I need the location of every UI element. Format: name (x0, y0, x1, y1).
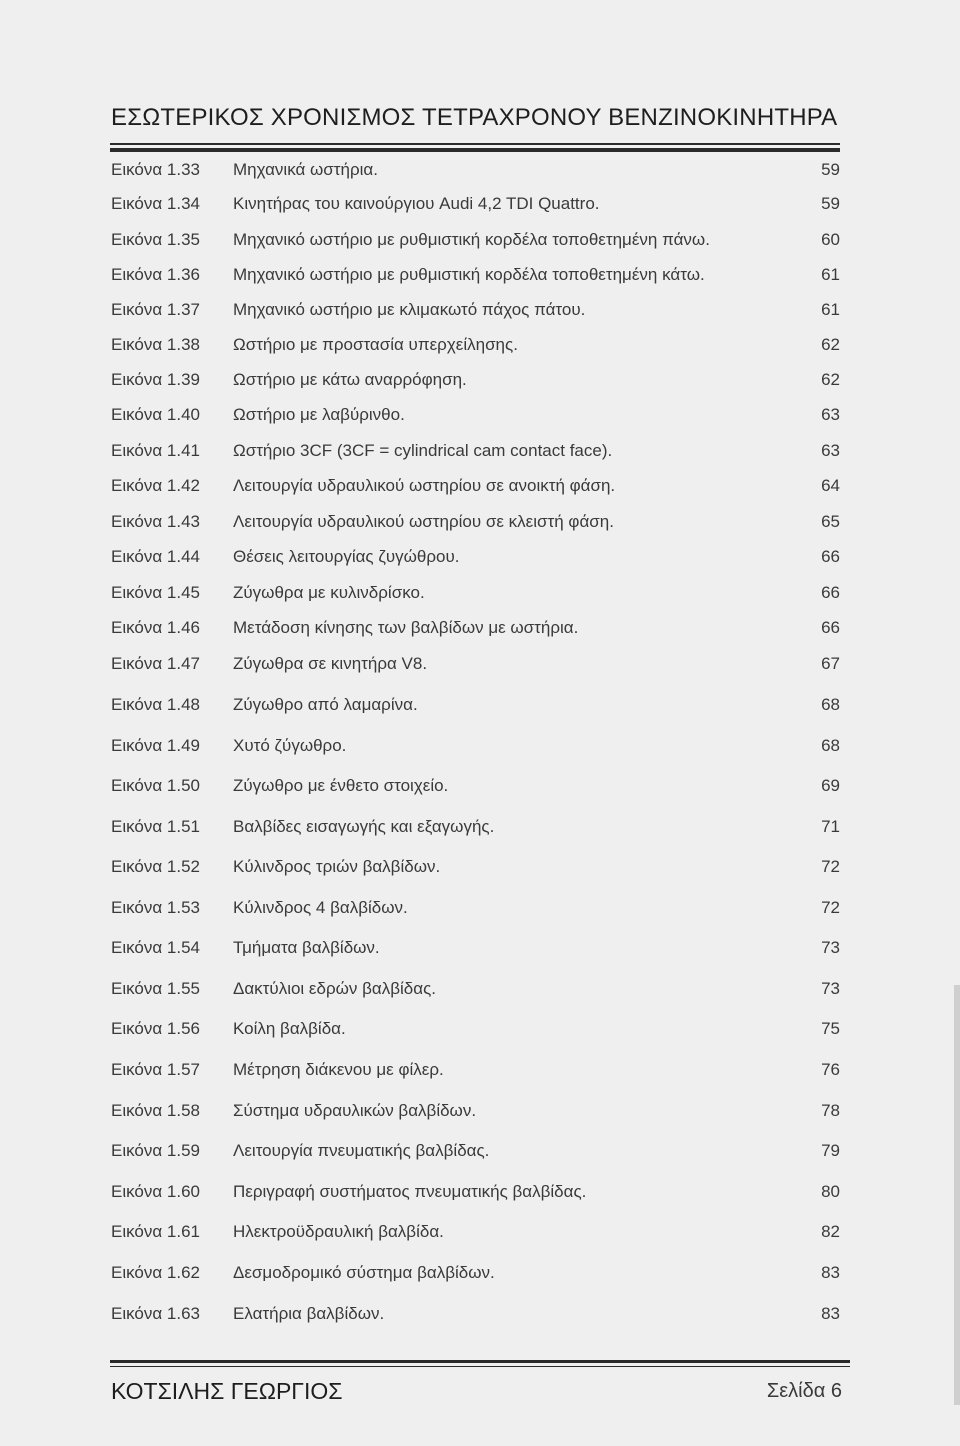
figure-caption: Λειτουργία υδραυλικού ωστηρίου σε κλειστή φάση. (233, 512, 614, 531)
figure-page-number: 66 (821, 618, 840, 637)
figure-label: Εικόνα 1.33 (111, 160, 201, 179)
figure-caption: Μηχανικό ωστήριο με ρυθμιστική κορδέλα τοποθετημένη πάνω. (233, 230, 710, 249)
figure-entry (0, 230, 960, 256)
figure-page-number: 78 (821, 1101, 840, 1120)
figure-caption: Σύστημα υδραυλικών βαλβίδων. (233, 1101, 477, 1120)
figure-entry (0, 265, 960, 291)
figure-entry (0, 160, 960, 186)
figure-label: Εικόνα 1.39 (111, 370, 201, 389)
figure-caption: Ωστήριο 3CF (3CF = cylindrical cam contact face). (233, 441, 613, 460)
figure-label: Εικόνα 1.38 (111, 335, 201, 354)
figure-label: Εικόνα 1.43 (111, 512, 201, 531)
figure-label: Εικόνα 1.60 (111, 1182, 201, 1201)
figure-caption: Ηλεκτροϋδραυλική βαλβίδα. (233, 1222, 444, 1241)
figure-page-number: 65 (821, 512, 840, 531)
figure-label: Εικόνα 1.37 (111, 300, 201, 319)
figure-caption: Ζύγωθρο με ένθετο στοιχείο. (233, 776, 449, 795)
figure-page-number: 82 (821, 1222, 840, 1241)
figure-entry (0, 736, 960, 762)
figure-label: Εικόνα 1.41 (111, 441, 201, 460)
figure-entry (0, 583, 960, 609)
figure-entry (0, 1019, 960, 1045)
figure-page-number: 79 (821, 1141, 840, 1160)
figure-label: Εικόνα 1.58 (111, 1101, 201, 1120)
figure-caption: Μηχανικό ωστήριο με ρυθμιστική κορδέλα τοποθετημένη κάτω. (233, 265, 705, 284)
figure-page-number: 83 (821, 1304, 840, 1323)
figure-page-number: 73 (821, 938, 840, 957)
footer-author: ΚΟΤΣΙΛΗΣ ΓΕΩΡΓΙΟΣ (111, 1378, 343, 1404)
figure-page-number: 60 (821, 230, 840, 249)
figure-label: Εικόνα 1.48 (111, 695, 201, 714)
figure-label: Εικόνα 1.34 (111, 194, 201, 213)
figure-caption: Λειτουργία πνευματικής βαλβίδας. (233, 1141, 490, 1160)
figure-label: Εικόνα 1.54 (111, 938, 201, 957)
page-header-title: ΕΣΩΤΕΡΙΚΟΣ ΧΡΟΝΙΣΜΟΣ ΤΕΤΡΑΧΡΟΝΟΥ ΒΕΝΖΙΝΟΚΙΝΗΤΗΡΑ (111, 104, 838, 131)
figure-label: Εικόνα 1.52 (111, 857, 201, 876)
figure-entry (0, 405, 960, 431)
figure-page-number: 71 (821, 817, 840, 836)
figure-label: Εικόνα 1.47 (111, 654, 201, 673)
figure-page-number: 68 (821, 736, 840, 755)
figure-page-number: 66 (821, 547, 840, 566)
figure-entry (0, 1060, 960, 1086)
figure-caption: Μηχανικό ωστήριο με κλιμακωτό πάχος πάτου. (233, 300, 586, 319)
figure-caption: Χυτό ζύγωθρο. (233, 736, 347, 755)
figure-caption: Ωστήριο με λαβύρινθο. (233, 405, 405, 424)
figure-page-number: 68 (821, 695, 840, 714)
figure-caption: Ζύγωθρα σε κινητήρα V8. (233, 654, 428, 673)
figure-page-number: 72 (821, 898, 840, 917)
figure-caption: Τμήματα βαλβίδων. (233, 938, 380, 957)
figure-label: Εικόνα 1.45 (111, 583, 201, 602)
figure-label: Εικόνα 1.35 (111, 230, 201, 249)
figure-label: Εικόνα 1.55 (111, 979, 201, 998)
figure-entry (0, 1222, 960, 1248)
figure-label: Εικόνα 1.44 (111, 547, 201, 566)
figure-entry (0, 370, 960, 396)
figure-caption: Δακτύλιοι εδρών βαλβίδας. (233, 979, 437, 998)
figure-caption: Δεσμοδρομικό σύστημα βαλβίδων. (233, 1263, 495, 1282)
figure-entry (0, 1182, 960, 1208)
figure-label: Εικόνα 1.57 (111, 1060, 201, 1079)
figure-entry (0, 695, 960, 721)
figure-entry (0, 857, 960, 883)
figure-entry (0, 776, 960, 802)
figure-page-number: 69 (821, 776, 840, 795)
figure-entry (0, 938, 960, 964)
figure-label: Εικόνα 1.61 (111, 1222, 201, 1241)
figure-entry (0, 817, 960, 843)
figure-entry (0, 654, 960, 680)
figure-entry (0, 194, 960, 220)
footer-page-number: Σελίδα 6 (766, 1380, 842, 1402)
figure-label: Εικόνα 1.59 (111, 1141, 201, 1160)
figure-entry (0, 300, 960, 326)
figure-caption: Λειτουργία υδραυλικού ωστηρίου σε ανοικτή φάση. (233, 476, 616, 495)
figure-entry (0, 441, 960, 467)
figure-page-number: 72 (821, 857, 840, 876)
figure-page-number: 83 (821, 1263, 840, 1282)
figure-label: Εικόνα 1.53 (111, 898, 201, 917)
figure-caption: Μέτρηση διάκενου με φίλερ. (233, 1060, 444, 1079)
figure-label: Εικόνα 1.56 (111, 1019, 201, 1038)
figure-entry (0, 335, 960, 361)
figure-page-number: 63 (821, 405, 840, 424)
figure-caption: Κύλινδρος τριών βαλβίδων. (233, 857, 441, 876)
figure-page-number: 73 (821, 979, 840, 998)
figure-page-number: 59 (821, 194, 840, 213)
figure-entry (0, 1263, 960, 1289)
figure-caption: Ωστήριο με κάτω αναρρόφηση. (233, 370, 467, 389)
page-edge-shadow (954, 985, 960, 1405)
figure-entry (0, 512, 960, 538)
figure-page-number: 80 (821, 1182, 840, 1201)
figure-caption: Ζύγωθρα με κυλινδρίσκο. (233, 583, 425, 602)
footer-rule-thin (110, 1366, 850, 1367)
figure-page-number: 62 (821, 335, 840, 354)
figure-entry (0, 476, 960, 502)
figure-label: Εικόνα 1.50 (111, 776, 201, 795)
figure-caption: Ωστήριο με προστασία υπερχείλησης. (233, 335, 518, 354)
figure-caption: Μετάδοση κίνησης των βαλβίδων με ωστήρια. (233, 618, 579, 637)
figure-entry (0, 547, 960, 573)
figure-entry (0, 979, 960, 1005)
figure-entry (0, 898, 960, 924)
figure-page-number: 64 (821, 476, 840, 495)
figure-page-number: 67 (821, 654, 840, 673)
figure-caption: Ελατήρια βαλβίδων. (233, 1304, 385, 1323)
figure-caption: Βαλβίδες εισαγωγής και εξαγωγής. (233, 817, 495, 836)
figure-entry (0, 618, 960, 644)
figure-label: Εικόνα 1.62 (111, 1263, 201, 1282)
figure-label: Εικόνα 1.51 (111, 817, 201, 836)
figure-label: Εικόνα 1.42 (111, 476, 201, 495)
figure-caption: Κοίλη βαλβίδα. (233, 1019, 346, 1038)
figure-entry (0, 1304, 960, 1330)
figure-page-number: 61 (821, 300, 840, 319)
figure-page-number: 61 (821, 265, 840, 284)
figure-caption: Κινητήρας του καινούργιου Audi 4,2 TDI Quattro. (233, 194, 600, 213)
figure-label: Εικόνα 1.46 (111, 618, 201, 637)
figure-page-number: 62 (821, 370, 840, 389)
figure-page-number: 59 (821, 160, 840, 179)
figure-page-number: 66 (821, 583, 840, 602)
figure-label: Εικόνα 1.36 (111, 265, 201, 284)
figure-label: Εικόνα 1.40 (111, 405, 201, 424)
figure-caption: Κύλινδρος 4 βαλβίδων. (233, 898, 408, 917)
figure-caption: Θέσεις λειτουργίας ζυγώθρου. (233, 547, 460, 566)
figure-page-number: 63 (821, 441, 840, 460)
figure-entry (0, 1141, 960, 1167)
figure-label: Εικόνα 1.49 (111, 736, 201, 755)
figure-page-number: 75 (821, 1019, 840, 1038)
figure-page-number: 76 (821, 1060, 840, 1079)
figure-entry (0, 1101, 960, 1127)
figure-label: Εικόνα 1.63 (111, 1304, 201, 1323)
footer-rule (110, 1360, 850, 1363)
figure-caption: Περιγραφή συστήματος πνευματικής βαλβίδας. (233, 1182, 587, 1201)
figure-caption: Μηχανικά ωστήρια. (233, 160, 378, 179)
figure-caption: Ζύγωθρο από λαμαρίνα. (233, 695, 418, 714)
